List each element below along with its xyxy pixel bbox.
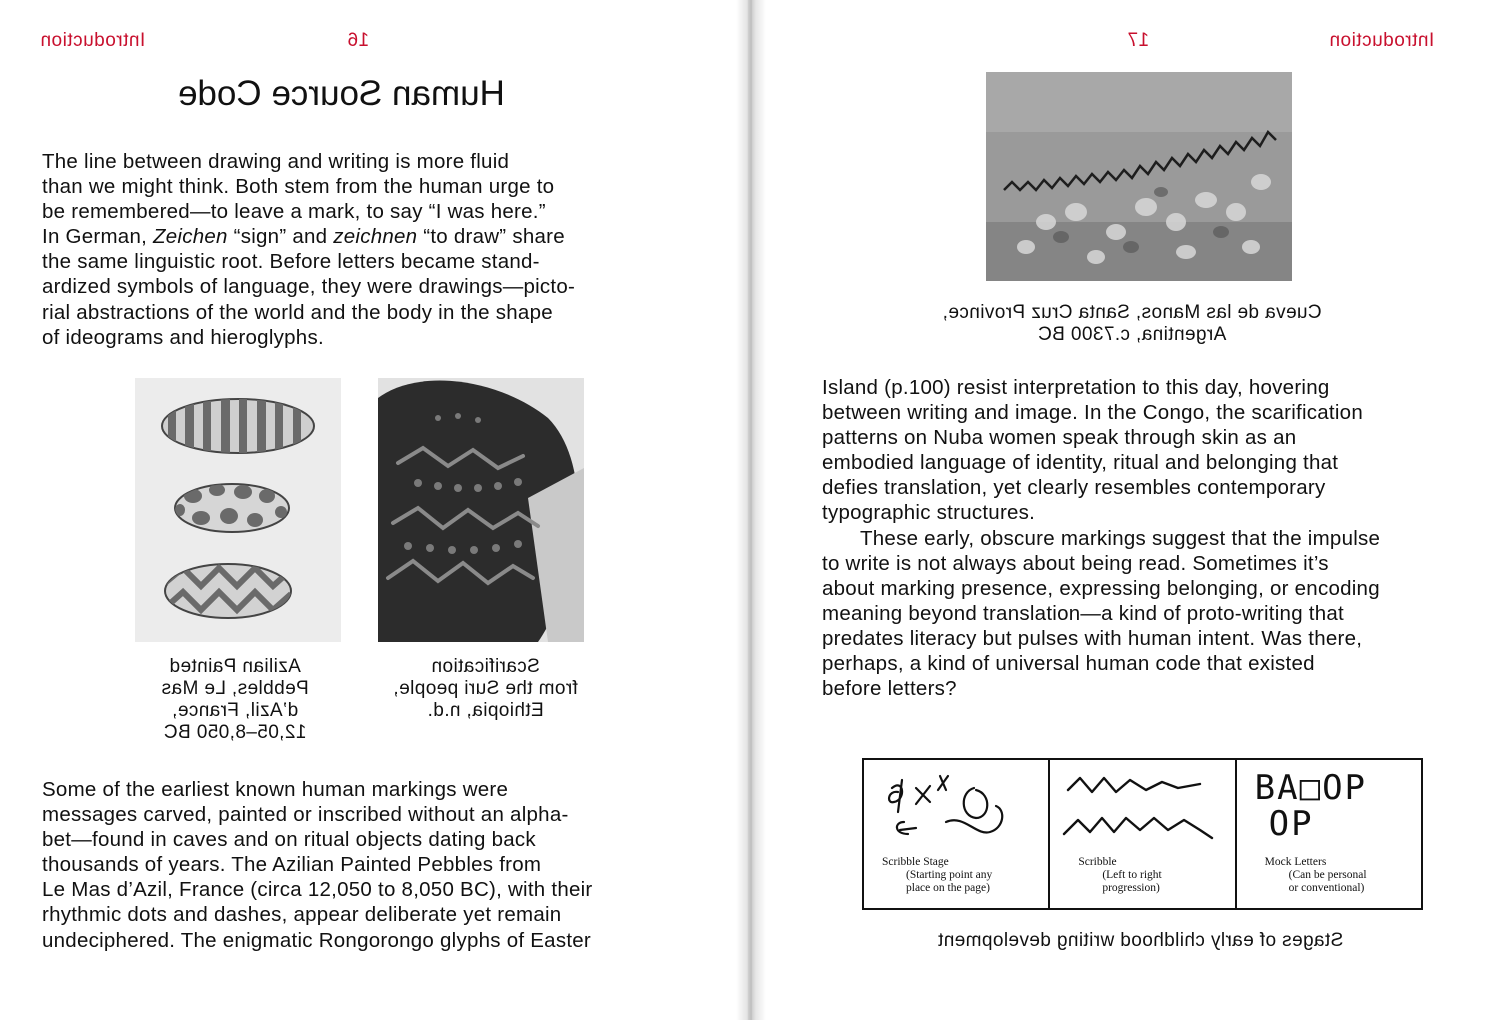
stage-label: Scribble Stage (Starting point any place on the page) bbox=[882, 856, 993, 894]
mock-letter-glyphs: BA□OP OP bbox=[1254, 768, 1368, 844]
left-page-number: 16 bbox=[347, 30, 370, 51]
right-header-label: Introduction bbox=[1329, 30, 1435, 51]
writing-stages-diagram bbox=[862, 758, 1423, 910]
left-header-label: Introduction bbox=[40, 30, 146, 51]
scarification-caption: Scarification from the Suri people, Ethiopia, n.d. bbox=[393, 656, 578, 721]
german-line: In German, Zeichen “sign” and zeichnen “to draw” share bbox=[42, 225, 565, 249]
intro-paragraph: The line between drawing and writing is more fluid than we might think. Both stem from the human urge to be remembered—to leave a mark, to say “I was here.” In German, Zeichen “sign” and zeichnen “to draw” share the same linguistic root. Before letters became stand- ardized symbols of language, they were drawings—picto- rial abstractions of the world and the body in the shape of ideograms and hieroglyphs. bbox=[42, 150, 576, 349]
right-page bbox=[752, 0, 1500, 1020]
cave-photo bbox=[986, 72, 1292, 281]
cave-caption: Cueva de las Manos, Santa Cruz Province, Argentina, c.7300 BC bbox=[942, 302, 1322, 345]
stage-scribble bbox=[1050, 760, 1236, 908]
pebbles-photo bbox=[135, 378, 341, 642]
right-page-number: 17 bbox=[1127, 30, 1150, 51]
stage-label: Mock Letters (Can be personal or conventional) bbox=[1264, 856, 1367, 894]
body-paragraph: Some of the earliest known human markings were messages carved, painted or inscribed without an alpha- bet—found in caves and on ritual objects dating back thousands of years. The Azilian Painted Pebbles from Le Mas d’Azil, France (circa 12,050 to 8,050 BC), with their rhythmic dots and dashes, appear deliberate yet remain undeciphered. The enigmatic Rongorongo glyphs of Easter bbox=[42, 778, 593, 952]
stage-label: Scribble (Left to right progression) bbox=[1078, 856, 1162, 894]
stage-mock-letters bbox=[1237, 760, 1421, 908]
pebbles-caption: Azilian Painted Pebbles, Le Mas d’Azil, France, 12,05–8,050 BC bbox=[161, 656, 309, 743]
stages-caption: Stages of early childhood writing development bbox=[937, 930, 1344, 951]
page-title: Human Source Code bbox=[178, 74, 505, 113]
left-page bbox=[0, 0, 748, 1020]
right-body: Island (p.100) resist interpretation to this day, hovering between writing and image. In the Congo, the scarification patterns on Nuba women speak through skin as an embodied language of identity, ritual and belonging that defies translation, yet clearly resembles contemporary typographic structures. These early, obscure markings suggest that the impulse to write is not always about being read. Sometimes it’s about marking presence, expressing belonging, or encoding meaning beyond translation—a kind of proto-writing that predates literacy but pulses with human intent. Was there, perhaps, a kind of universal human code that existed before letters? bbox=[822, 376, 1381, 701]
stage-scribble-stage bbox=[864, 760, 1050, 908]
book-gutter bbox=[736, 0, 766, 1020]
scarification-photo bbox=[378, 378, 584, 642]
